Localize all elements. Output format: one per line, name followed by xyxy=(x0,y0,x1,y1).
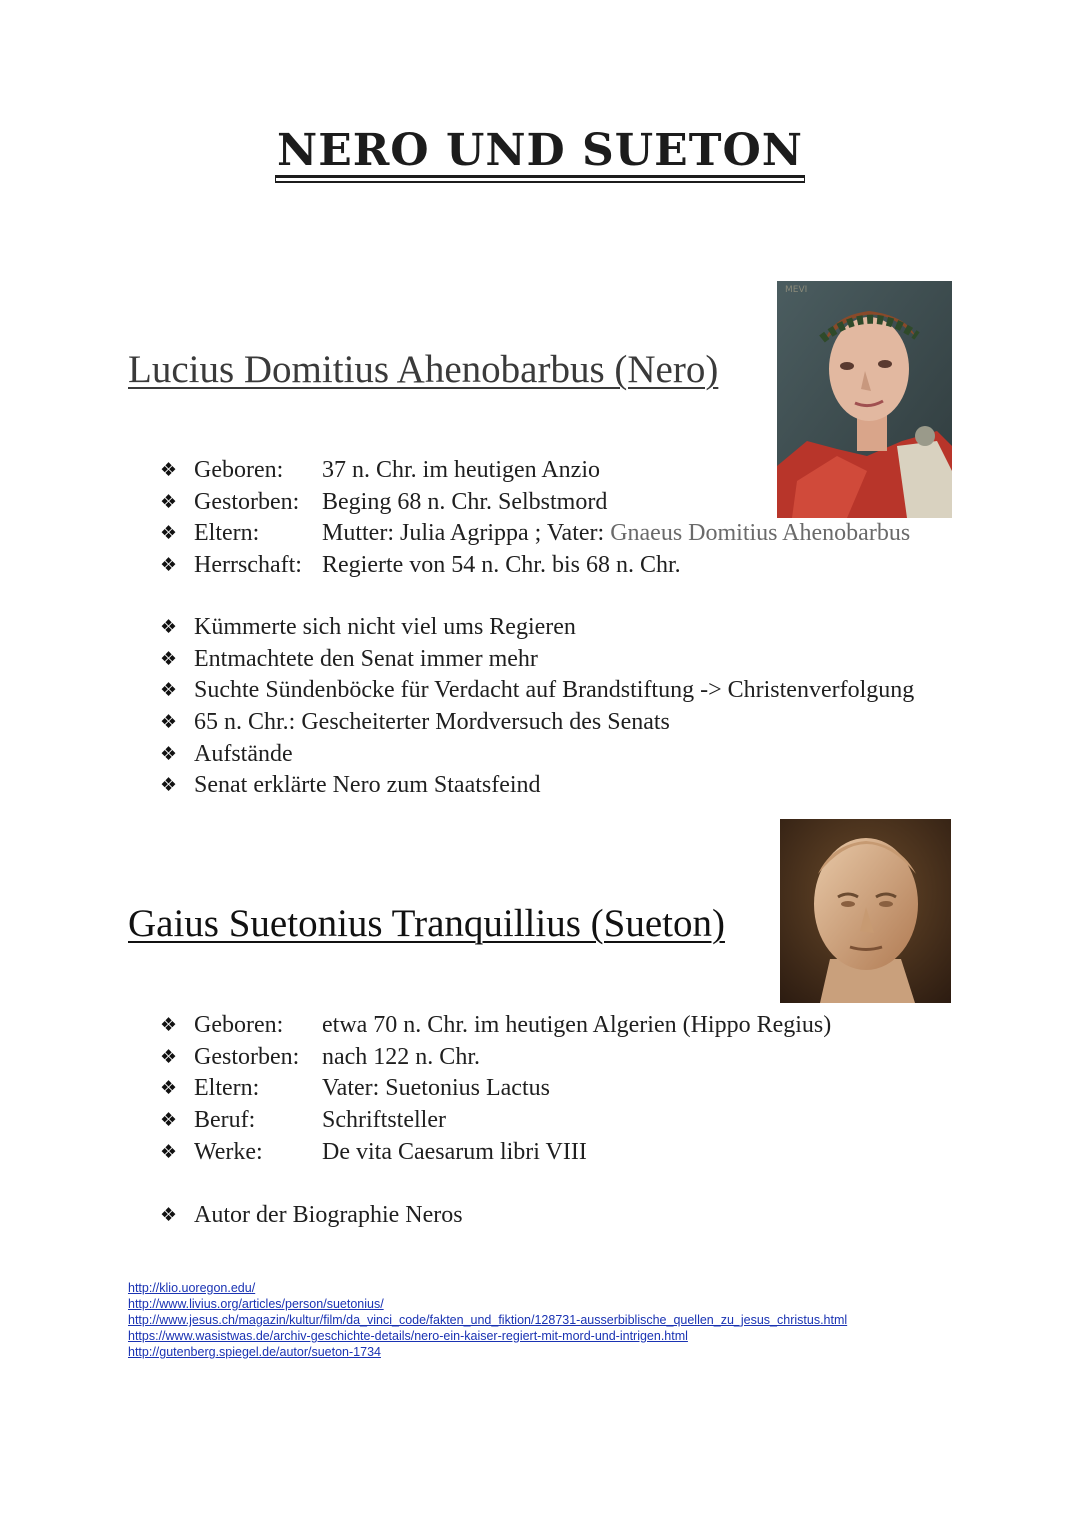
list-item xyxy=(160,739,914,771)
source-item xyxy=(128,1328,847,1344)
list-item-text: Autor der Biographie Neros xyxy=(194,1202,463,1228)
list-item-text: Kümmerte sich nicht viel ums Regieren xyxy=(194,614,576,640)
sueton-facts-list xyxy=(160,1010,831,1168)
fact-value: Vater: Suetonius Lactus xyxy=(322,1075,550,1102)
fact-value: Mutter: Julia Agrippa ; Vater: xyxy=(322,520,611,547)
page-title: NERO UND SUETON xyxy=(275,128,805,178)
nero-fact-died xyxy=(160,487,910,519)
fact-value: Schriftsteller xyxy=(322,1107,446,1134)
fact-value: Regierte von 54 n. Chr. bis 68 n. Chr. xyxy=(322,552,681,579)
nero-facts-list xyxy=(160,455,910,582)
bullet-icon: ❖ xyxy=(160,554,178,577)
source-item xyxy=(128,1280,847,1296)
list-item xyxy=(160,770,914,802)
bullet-icon: ❖ xyxy=(160,490,178,513)
fact-label: Gestorben: xyxy=(194,488,300,515)
bullet-icon: ❖ xyxy=(160,1014,178,1036)
bullet-icon: ❖ xyxy=(160,616,178,638)
source-item xyxy=(128,1296,847,1312)
bullet-icon: ❖ xyxy=(160,1109,178,1132)
bullet-icon: ❖ xyxy=(160,647,178,670)
bullet-icon: ❖ xyxy=(160,522,178,545)
fact-label: Gestorben: xyxy=(194,1043,300,1070)
source-link[interactable]: http://klio.uoregon.edu/ xyxy=(128,1281,256,1295)
source-link[interactable]: https://www.wasistwas.de/archiv-geschichte-details/nero-ein-kaiser-regiert-mit-mord-und-intrigen.html xyxy=(128,1329,688,1343)
source-item xyxy=(128,1312,847,1328)
list-item-text: Entmachtete den Senat immer mehr xyxy=(194,645,538,672)
source-link[interactable]: http://www.livius.org/articles/person/suetonius/ xyxy=(128,1297,384,1311)
bullet-icon: ❖ xyxy=(160,711,178,734)
nero-fact-reign xyxy=(160,550,910,582)
sueton-fact-profession xyxy=(160,1105,831,1137)
nero-fact-parents xyxy=(160,518,910,550)
sueton-portrait-image xyxy=(780,819,951,1003)
bullet-icon: ❖ xyxy=(160,1077,178,1100)
bullet-icon: ❖ xyxy=(160,679,178,702)
fact-value: nach 122 n. Chr. xyxy=(322,1043,480,1070)
list-item xyxy=(160,675,914,707)
fact-label: Eltern: xyxy=(194,1075,260,1102)
fact-label: Geboren: xyxy=(194,1012,284,1038)
list-item-text: Suchte Sündenböcke für Verdacht auf Brandstiftung -> Christenverfolgung xyxy=(194,677,915,704)
fact-value: etwa 70 n. Chr. im heutigen Algerien (Hippo Regius) xyxy=(322,1012,832,1038)
fact-label: Herrschaft: xyxy=(194,552,302,579)
nero-fact-born xyxy=(160,455,910,487)
nero-portrait-label: MEVI xyxy=(785,285,808,295)
fact-value-father: Gnaeus Domitius Ahenobarbus xyxy=(610,520,911,547)
bullet-icon: ❖ xyxy=(160,1204,178,1226)
list-item xyxy=(160,612,914,644)
list-item-text: Aufstände xyxy=(194,740,293,767)
sueton-fact-parents xyxy=(160,1073,831,1105)
source-link[interactable]: http://www.jesus.ch/magazin/kultur/film/da_vinci_code/fakten_und_fiktion/128731-ausserbiblische_quellen_zu_jesus_christus.html xyxy=(128,1313,848,1327)
fact-label: Geboren: xyxy=(194,457,284,483)
nero-heading: Lucius Domitius Ahenobarbus (Nero) xyxy=(128,348,719,391)
fact-value: 37 n. Chr. im heutigen Anzio xyxy=(322,457,600,483)
fact-label: Beruf: xyxy=(194,1107,256,1134)
fact-value: Beging 68 n. Chr. Selbstmord xyxy=(322,488,608,515)
sources-list xyxy=(128,1280,847,1360)
bullet-icon: ❖ xyxy=(160,742,178,765)
nero-bullets-list xyxy=(160,612,914,802)
sueton-fact-died xyxy=(160,1042,831,1074)
list-item xyxy=(160,644,914,676)
fact-label: Werke: xyxy=(194,1138,263,1165)
sueton-bullets-list xyxy=(160,1200,463,1232)
fact-value: De vita Caesarum libri VIII xyxy=(322,1138,587,1165)
page-title-wrap xyxy=(0,125,1080,178)
source-link[interactable]: http://gutenberg.spiegel.de/autor/sueton-1734 xyxy=(128,1345,381,1359)
list-item xyxy=(160,1200,463,1232)
sueton-fact-works xyxy=(160,1137,831,1169)
list-item-text: Senat erklärte Nero zum Staatsfeind xyxy=(194,772,541,799)
sueton-fact-born xyxy=(160,1010,831,1042)
sueton-heading: Gaius Suetonius Tranquillius (Sueton) xyxy=(128,902,725,945)
bullet-icon: ❖ xyxy=(160,774,178,797)
bullet-icon: ❖ xyxy=(160,1045,178,1068)
fact-label: Eltern: xyxy=(194,520,260,547)
list-item-text: 65 n. Chr.: Gescheiterter Mordversuch des Senats xyxy=(194,709,670,736)
bullet-icon: ❖ xyxy=(160,459,178,481)
bullet-icon: ❖ xyxy=(160,1140,178,1163)
list-item xyxy=(160,707,914,739)
source-item xyxy=(128,1344,847,1360)
